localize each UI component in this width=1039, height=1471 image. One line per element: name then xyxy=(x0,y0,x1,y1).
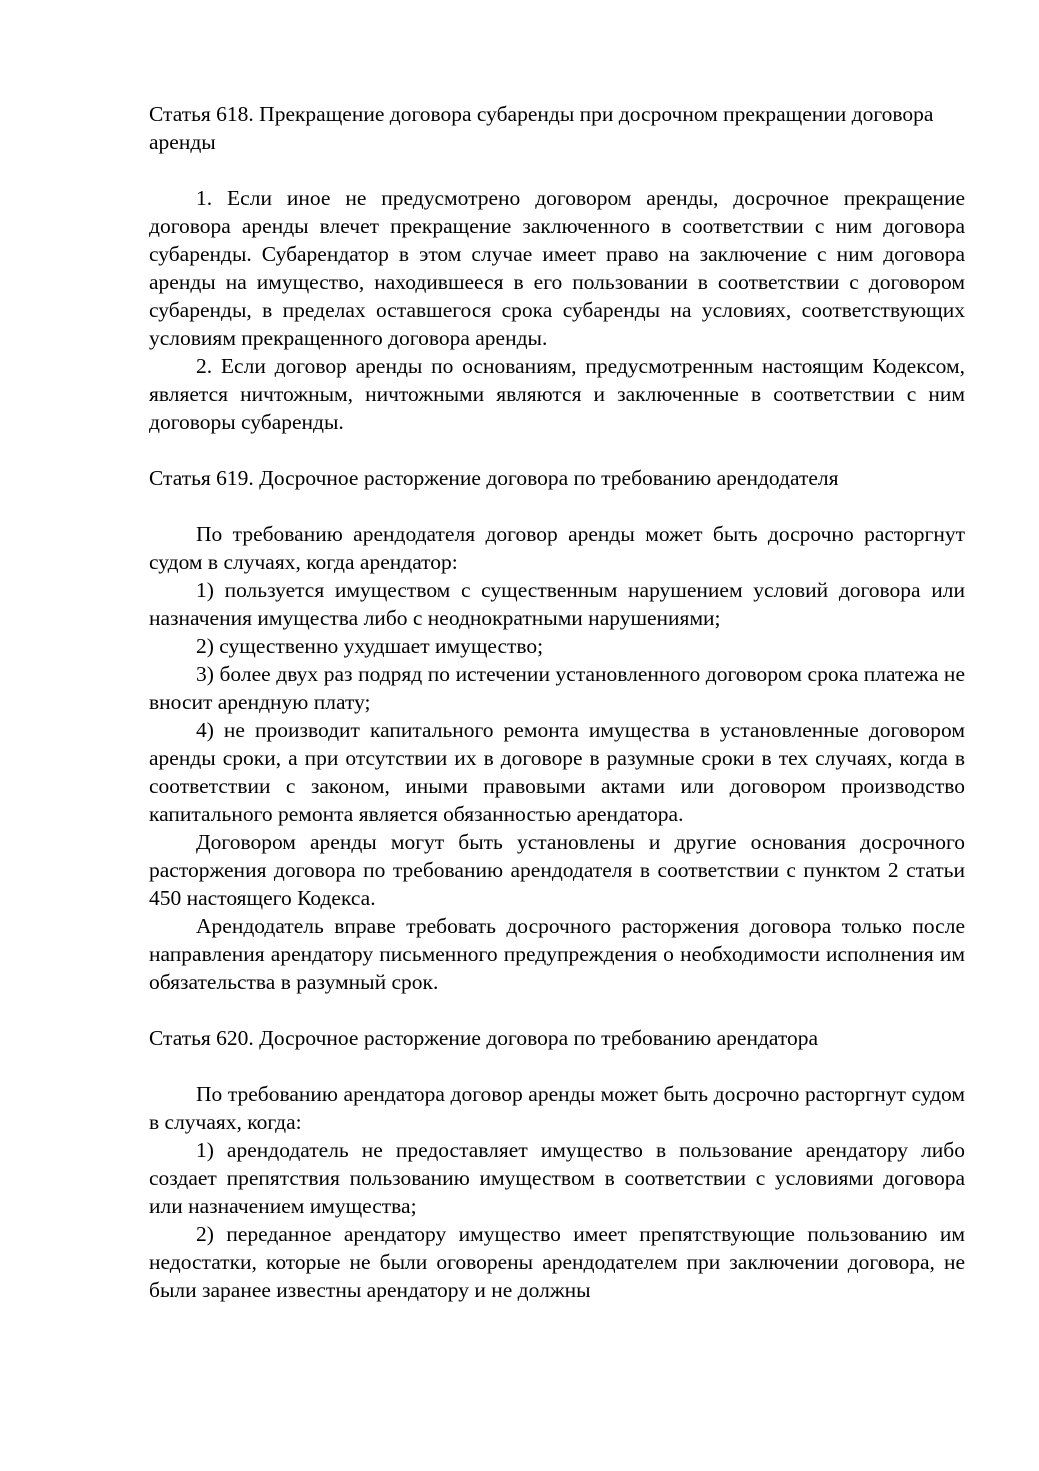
article-heading: Статья 618. Прекращение договора субаренды при досрочном прекращении договора аренды xyxy=(149,102,934,154)
paragraph: Договором аренды могут быть установлены и другие основания досрочного расторжения договора по требованию арендодателя в соответствии с пунктом 2 статьи 450 настоящего Кодекса. xyxy=(149,830,965,910)
article-619 xyxy=(149,464,965,996)
article-heading: Статья 620. Досрочное расторжение договора по требованию арендатора xyxy=(149,1026,819,1050)
paragraph: 1) пользуется имуществом с существенным нарушением условий договора или назначения имущества либо с неоднократными нарушениями; xyxy=(149,578,965,630)
article-620 xyxy=(149,1024,965,1304)
paragraph: По требованию арендодателя договор аренды может быть досрочно расторгнут судом в случаях, когда арендатор: xyxy=(149,522,965,574)
paragraph: 2) переданное арендатору имущество имеет препятствующие пользованию им недостатки, которые не были оговорены арендодателем при заключении договора, не были заранее известны арендатору и не должны xyxy=(149,1222,965,1302)
paragraph: 2. Если договор аренды по основаниям, предусмотренным настоящим Кодексом, является ничтожным, ничтожными являются и заключенные в соответствии с ним договоры субаренды. xyxy=(149,354,965,434)
paragraph: По требованию арендатора договор аренды может быть досрочно расторгнут судом в случаях, когда: xyxy=(149,1082,965,1134)
article-heading: Статья 619. Досрочное расторжение договора по требованию арендодателя xyxy=(149,466,839,490)
paragraph: 1) арендодатель не предоставляет имущество в пользование арендатору либо создает препятствия пользованию имуществом в соответствии с условиями договора или назначением имущества; xyxy=(149,1138,965,1218)
article-618 xyxy=(149,100,965,436)
paragraph: 2) существенно ухудшает имущество; xyxy=(196,634,544,658)
paragraph: Арендодатель вправе требовать досрочного расторжения договора только после направления арендатору письменного предупреждения о необходимости исполнения им обязательства в разумный срок. xyxy=(149,914,965,994)
paragraph: 3) более двух раз подряд по истечении установленного договором срока платежа не вносит арендную плату; xyxy=(149,662,965,714)
paragraph: 1. Если иное не предусмотрено договором аренды, досрочное прекращение договора аренды влечет прекращение заключенного в соответствии с ним договора субаренды. Субарендатор в этом случае имеет право на заключение с ним договора аренды на имущество, находившееся в его пользовании в соответствии с договором субаренды, в пределах оставшегося срока субаренды на условиях, соответствующих условиям прекращенного договора аренды. xyxy=(149,186,965,350)
paragraph: 4) не производит капитального ремонта имущества в установленные договором аренды сроки, а при отсутствии их в договоре в разумные сроки в тех случаях, когда в соответствии с законом, иными правовыми актами или договором производство капитального ремонта является обязанностью арендатора. xyxy=(149,718,965,826)
